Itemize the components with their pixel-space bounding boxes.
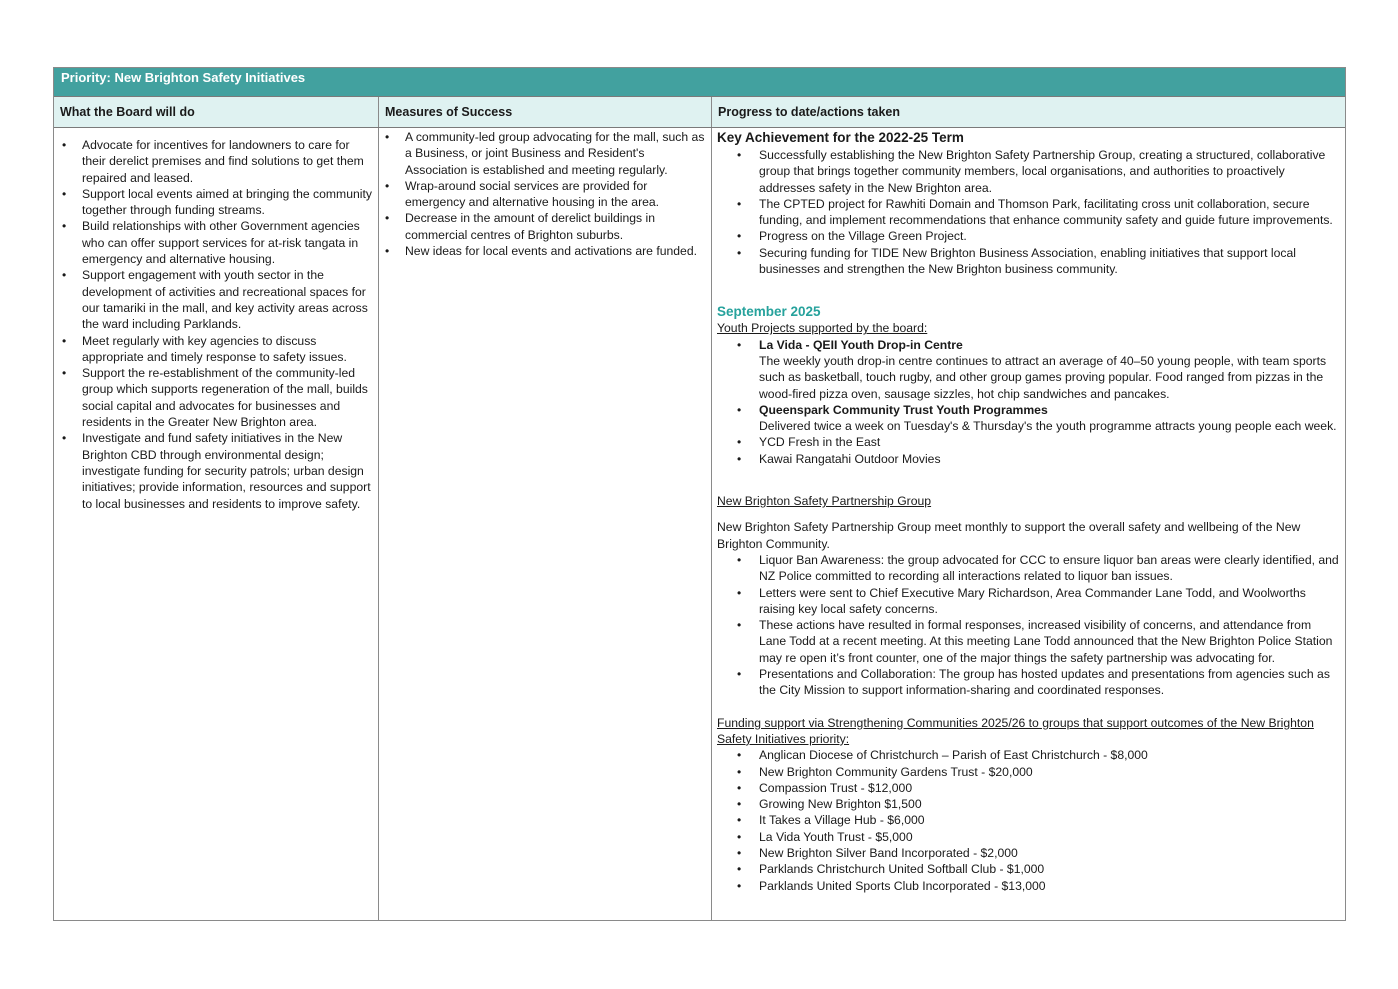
list-item [717,337,1339,402]
list-item: • Securing funding for TIDE New Brighton Business Association, enabling initiatives that support local businesses and strengthen the New Brighton business community. [717,245,1339,278]
list-item: • Kawai Rangatahi Outdoor Movies [717,451,1339,467]
list-item: • Meet regularly with key agencies to discuss appropriate and timely response to safety issues. [60,333,374,366]
column-header-board: What the Board will do [54,97,379,127]
list-item: • Investigate and fund safety initiatives in the New Brighton CBD through environmental design; investigate funding for security patrols; urban design initiatives; provide information, resources and support to local businesses and residents to improve safety. [60,430,374,511]
list-item: • Build relationships with other Government agencies who can offer support services for at-risk tangata in emergency and alternative housing. [60,218,374,267]
partnership-intro: New Brighton Safety Partnership Group meet monthly to support the overall safety and wellbeing of the New Brighton Community. [717,520,1301,551]
youth-project-title: • La Vida - QEII Youth Drop-in Centre [759,337,963,352]
priority-table [53,67,1346,921]
key-achievement-title: Key Achievement for the 2022-25 Term [717,130,964,145]
youth-projects-heading: Youth Projects supported by the board: [717,321,928,336]
column-header-measures: Measures of Success [379,97,712,127]
youth-project-text: The weekly youth drop-in centre continues to attract an average of 40–50 young people, with team sports such as basketball, touch rugby, and other group games proving popular. Food ranged from pizzas in the wood-fired pizza oven, sausage sizzles, hot chip sandwiches and pancakes. [759,353,1327,401]
partnership-list [717,552,1339,699]
board-actions-cell [54,128,379,920]
list-item [717,402,1339,435]
list-item: • Parklands United Sports Club Incorporated - $13,000 [717,878,1339,894]
list-item: • La Vida Youth Trust - $5,000 [717,829,1339,845]
board-actions-list [60,137,374,512]
partnership-heading: New Brighton Safety Partnership Group [717,494,932,509]
measures-list [383,129,707,259]
list-item: • Parklands Christchurch United Softball Club - $1,000 [717,861,1339,877]
list-item: • Progress on the Village Green Project. [717,228,1339,244]
youth-project-text: Delivered twice a week on Tuesday's & Thursday's the youth programme attracts young people each week. [759,419,1337,434]
youth-project-title: • Queenspark Community Trust Youth Programmes [759,402,1048,417]
month-heading: September 2025 [717,304,821,320]
list-item: • Support engagement with youth sector in the development of activities and recreational spaces for our tamariki in the mall, and key activity areas across the ward including Parklands. [60,267,374,332]
list-item: • Advocate for incentives for landowners to care for their derelict premises and find solutions to get them repaired and leased. [60,137,374,186]
list-item: • YCD Fresh in the East [717,434,1339,450]
list-item: • Support local events aimed at bringing the community together through funding streams. [60,186,374,219]
list-item: • Compassion Trust - $12,000 [717,780,1339,796]
measures-cell [379,128,712,920]
progress-cell [712,128,1345,920]
list-item: • A community-led group advocating for the mall, such as a Business, or joint Business and Resident's Association is established and meeting regularly. [383,129,707,178]
youth-projects-list [717,337,1339,467]
list-item: • The CPTED project for Rawhiti Domain and Thomson Park, facilitating cross unit collaboration, secure funding, and implement recommendations that enhance community safety and guide future improvements. [717,196,1339,229]
list-item: • Liquor Ban Awareness: the group advocated for CCC to ensure liquor ban areas were clearly identified, and NZ Police committed to recording all interactions related to liquor ban issues. [717,552,1339,585]
list-item: • Growing New Brighton $1,500 [717,796,1339,812]
list-item: • New ideas for local events and activations are funded. [383,243,707,259]
funding-heading: Funding support via Strengthening Communities 2025/26 to groups that support outcomes of the New Brighton Safety Initiatives priority: [717,715,1314,746]
list-item: • Support the re-establishment of the community-led group which supports regeneration of the mall, builds social capital and advocates for businesses and residents in the Greater New Brighton area. [60,365,374,430]
list-item: • New Brighton Silver Band Incorporated - $2,000 [717,845,1339,861]
list-item: • New Brighton Community Gardens Trust - $20,000 [717,764,1339,780]
key-achievement-list [717,147,1339,277]
list-item: • It Takes a Village Hub - $6,000 [717,812,1339,828]
priority-title: Priority: New Brighton Safety Initiatives [54,68,1345,97]
list-item: • Anglican Diocese of Christchurch – Parish of East Christchurch - $8,000 [717,747,1339,763]
list-item: • Wrap-around social services are provided for emergency and alternative housing in the area. [383,178,707,211]
table-header-row [54,97,1345,128]
list-item: • These actions have resulted in formal responses, increased visibility of concerns, and attendance from Lane Todd at a recent meeting. At this meeting Lane Todd announced that the New Brighton Police Station may re open it’s front counter, one of the major things the safety partnership was advocating for. [717,617,1339,666]
list-item: • Presentations and Collaboration: The group has hosted updates and presentations from agencies such as the City Mission to support information-sharing and coordinated responses. [717,666,1339,699]
list-item: • Successfully establishing the New Brighton Safety Partnership Group, creating a structured, collaborative group that brings together community members, local organisations, and authorities to proactively addresses safety in the New Brighton area. [717,147,1339,196]
list-item: • Letters were sent to Chief Executive Mary Richardson, Area Commander Lane Todd, and Woolworths raising key local safety concerns. [717,585,1339,618]
table-body-row [54,128,1345,920]
list-item: • Decrease in the amount of derelict buildings in commercial centres of Brighton suburbs. [383,210,707,243]
column-header-progress: Progress to date/actions taken [718,105,901,119]
funding-list [717,747,1339,894]
